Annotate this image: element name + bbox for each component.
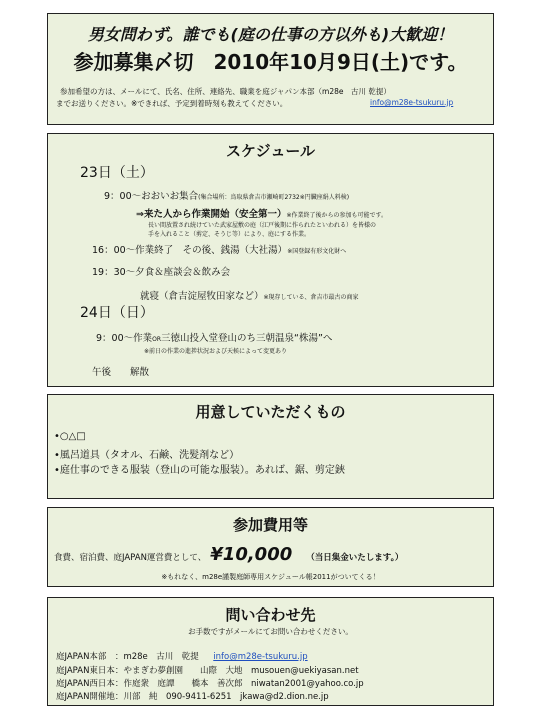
s1-sub: (集合場所：鳥取県倉吉市瀬崎町2732※円臓座絹人料検)	[198, 194, 350, 201]
apply-note-line2: までお送りください。※できれば、予定到着時刻も教えてください。	[56, 99, 288, 108]
d2-item	[96, 330, 332, 344]
contact-label: 庭JAPAN本部 ：	[56, 652, 124, 662]
headline-deadline: 参加募集〆切 2010年10月9日(土)です。	[73, 50, 468, 74]
contact-subtitle: お手数ですがメールにてお問い合わせください。	[188, 627, 353, 636]
s2-note-line2: 手を入れること（剪定、そうじ等）により、庭にする作業。	[148, 231, 311, 238]
s3-sub: ※国登録有形文化財へ	[287, 248, 347, 255]
schedule-box	[47, 133, 494, 387]
d2-main-b: 三徳山投入堂登山のち三朝温泉“株湯”へ	[161, 333, 333, 344]
contact-email-link[interactable]: info@m28e-tsukuru.jp	[213, 652, 308, 662]
contact-row	[56, 677, 364, 689]
contact-text: 作庭衆 庭譚 橋本 善次郎 niwatan2001@yahoo.co.jp	[123, 679, 364, 689]
day2-heading: 24日（日）	[80, 305, 154, 321]
day1-heading: 23日（土）	[80, 165, 154, 181]
fee-amount: ¥10,000	[210, 544, 293, 565]
contact-text: やまぎわ夢創園 山際 大地 musouen@uekiyasan.net	[123, 666, 359, 676]
s2-main: ⇒来た人から作業開始（安全第一）	[136, 209, 287, 220]
fee-note: ※もれなく、m28e謹製庭師専用スケジュール帳2011がついてくる！	[161, 573, 380, 581]
header-email-link[interactable]: info@m28e-tsukuru.jp	[370, 98, 454, 107]
s3-main: 16：00～作業終了 その後、銭湯（大社湯）	[92, 245, 288, 256]
contact-row	[56, 650, 308, 662]
contact-text: 川部 純 090-9411-6251 jkawa@d2.dion.ne.jp	[123, 692, 329, 702]
s1-item	[104, 188, 349, 202]
contact-box	[47, 597, 494, 706]
d2-main-a: 9：00～作業	[96, 333, 153, 344]
s1-main: 9：00～おおいお集合	[104, 191, 199, 202]
s2-note-line1: 長い間放置され続けていた武家屋敷の庭（江戸後期に作られたといわれる）を皆様の	[148, 222, 377, 229]
s4-item: 19：30～夕食＆座談会＆飲み会	[92, 267, 231, 278]
s5-main: 就寝（倉吉淀屋牧田家など）	[140, 291, 264, 302]
fee-title: 参加費用等	[232, 516, 308, 534]
items-box	[47, 394, 494, 499]
items-line1: •○△□	[54, 431, 86, 442]
fee-suffix: （当日集金いたします。）	[306, 553, 404, 563]
fee-line	[54, 544, 403, 565]
fee-box	[47, 507, 494, 587]
s2-item	[136, 206, 387, 220]
items-line2: •風呂道具（タオル、石鹸、洗髪剤など）	[54, 450, 240, 461]
items-line3: •庭仕事のできる服装（登山の可能な服装）。あれば、鋸、剪定鋏	[54, 465, 345, 476]
d2-afternoon: 午後 解散	[92, 367, 150, 378]
headline-welcome: 男女問わず。誰でも(庭の仕事の方以外も)大歓迎！	[87, 25, 454, 44]
contact-label: 庭JAPAN西日本：	[56, 679, 124, 689]
d2-note: ※前日の作業の進捗状況および天候によって変更あり	[144, 348, 288, 355]
contact-label: 庭JAPAN開催地：	[56, 692, 124, 702]
s5-sub: ※現存している、倉吉市最古の商家	[263, 294, 359, 301]
schedule-title: スケジュール	[225, 142, 316, 160]
items-title: 用意していただくもの	[195, 403, 346, 421]
apply-note-line1: 参加希望の方は、メールにて、氏名、住所、連絡先、職業を庭ジャパン本部（m28e 古川 乾提）	[60, 87, 391, 96]
contact-text: m28e 古川 乾提	[123, 652, 208, 662]
fee-prefix: 食費、宿泊費、庭JAPAN運営費として、	[54, 553, 207, 563]
s2-sub: ※作業終了後からの参加も可能です。	[286, 212, 388, 219]
s5-item	[140, 288, 359, 302]
contact-title: 問い合わせ先	[225, 606, 316, 624]
contact-row	[56, 690, 329, 702]
header-box	[47, 13, 494, 125]
contact-row	[56, 664, 359, 676]
contact-label: 庭JAPAN東日本：	[56, 666, 124, 676]
s3-item	[92, 242, 346, 256]
d2-or: OR	[152, 336, 162, 343]
